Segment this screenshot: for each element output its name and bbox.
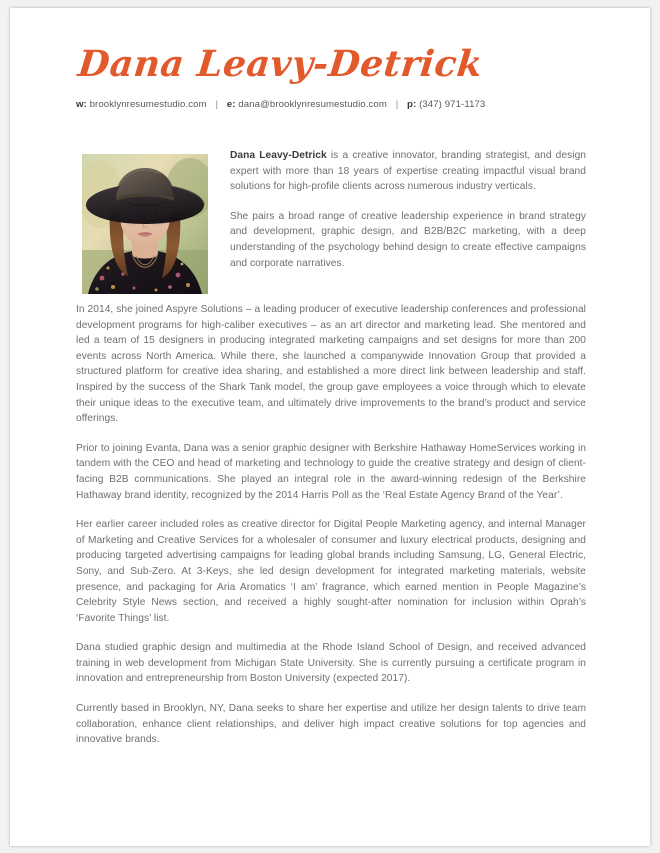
document-page: [10, 8, 650, 846]
document-body: [76, 148, 586, 762]
contact-separator-2: |: [395, 99, 399, 110]
contact-separator-1: |: [215, 99, 219, 110]
email-value[interactable]: dana@brooklynresumestudio.com: [238, 99, 387, 110]
paragraph-berkshire: Prior to joining Evanta, Dana was a senior graphic designer with Berkshire Hathaway HomeServices working in tandem with the CEO and head of marketing and technology to guide the creative strategy and design of client-facing B2B communications. She played an integral role in the award-winning redesign of the Berkshire Hathaway brand identity, recognized by the 2014 Harris Poll as the ‘Real Estate Agency Brand of the Year’.: [76, 442, 586, 501]
paragraph-leadership: She pairs a broad range of creative leadership experience in brand strategy and development, graphic design, and B2B/B2C marketing, with a deep understanding of the psychology behind design to create effective campaigns and corporate narratives.: [230, 210, 586, 269]
phone-label: p:: [407, 99, 417, 110]
intro-text: is a creative innovator, branding strategist, and design expert with more than 18 years of expertise creating impactful visual brand solutions for high-profile clients across numerous industry verticals.: [230, 150, 586, 193]
email-label: e:: [226, 99, 236, 110]
portrait-photo-image: [82, 154, 208, 294]
intro-lead-name: Dana Leavy-Detrick: [230, 150, 327, 161]
contact-info-line: [76, 98, 586, 112]
phone-value: (347) 971-1173: [419, 99, 486, 110]
website-label: w:: [76, 99, 87, 110]
website-value[interactable]: brooklynresumestudio.com: [89, 99, 207, 110]
paragraph-earlier-career: Her earlier career included roles as creative director for Digital People Marketing agency, and internal Manager of Marketing and Creative Services for a wholesaler of consumer and luxury electrical products, designing and producing targeted advertising campaigns for leading global brands including Samsung, LG, General Electric, Sony, and Sub-Zero. At 3-Keys, she led design development for integrated marketing materials, website presence, and packaging for Aria Aromatics ‘I am’ fragrance, which earned mention in People Magazine’s Celebrity Style News section, and received a highly sought-after nomination for inclusion within Oprah’s ‘Favorite Things’ list.: [76, 519, 586, 624]
page-title: Dana Leavy-Detrick: [76, 43, 485, 85]
paragraph-closing: Currently based in Brooklyn, NY, Dana seeks to share her expertise and utilize her design talents to drive team collaboration, enhance client relationships, and deliver high impact creative solutions for top agencies and innovative brands.: [76, 703, 586, 746]
portrait-photo: [82, 154, 208, 294]
paragraph-aspyre: In 2014, she joined Aspyre Solutions – a leading producer of executive leadership conferences and professional development programs for high-caliber executives – as an art director and marketing lead. She mentored and led a team of 15 designers in producing integrated marketing campaigns and set designs for more than 200 events across North America. While there, she launched a companywide Innovation Group that provided a structured platform for creative idea sharing, and established a more direct link between leadership and staff. Inspired by the success of the Shark Tank model, the group gave employees a voice through which to elevate their unique ideas to the executive team, and ultimately drive improvements to the brand’s product and service offerings.: [76, 304, 586, 425]
paragraph-intro: [230, 148, 586, 195]
paragraph-education: Dana studied graphic design and multimedia at the Rhode Island School of Design, and received advanced training in web development from Michigan State University. She is currently pursuing a certificate program in innovation and entrepreneurship from Boston University (expected 2017).: [76, 642, 586, 685]
document-header: [76, 42, 586, 112]
